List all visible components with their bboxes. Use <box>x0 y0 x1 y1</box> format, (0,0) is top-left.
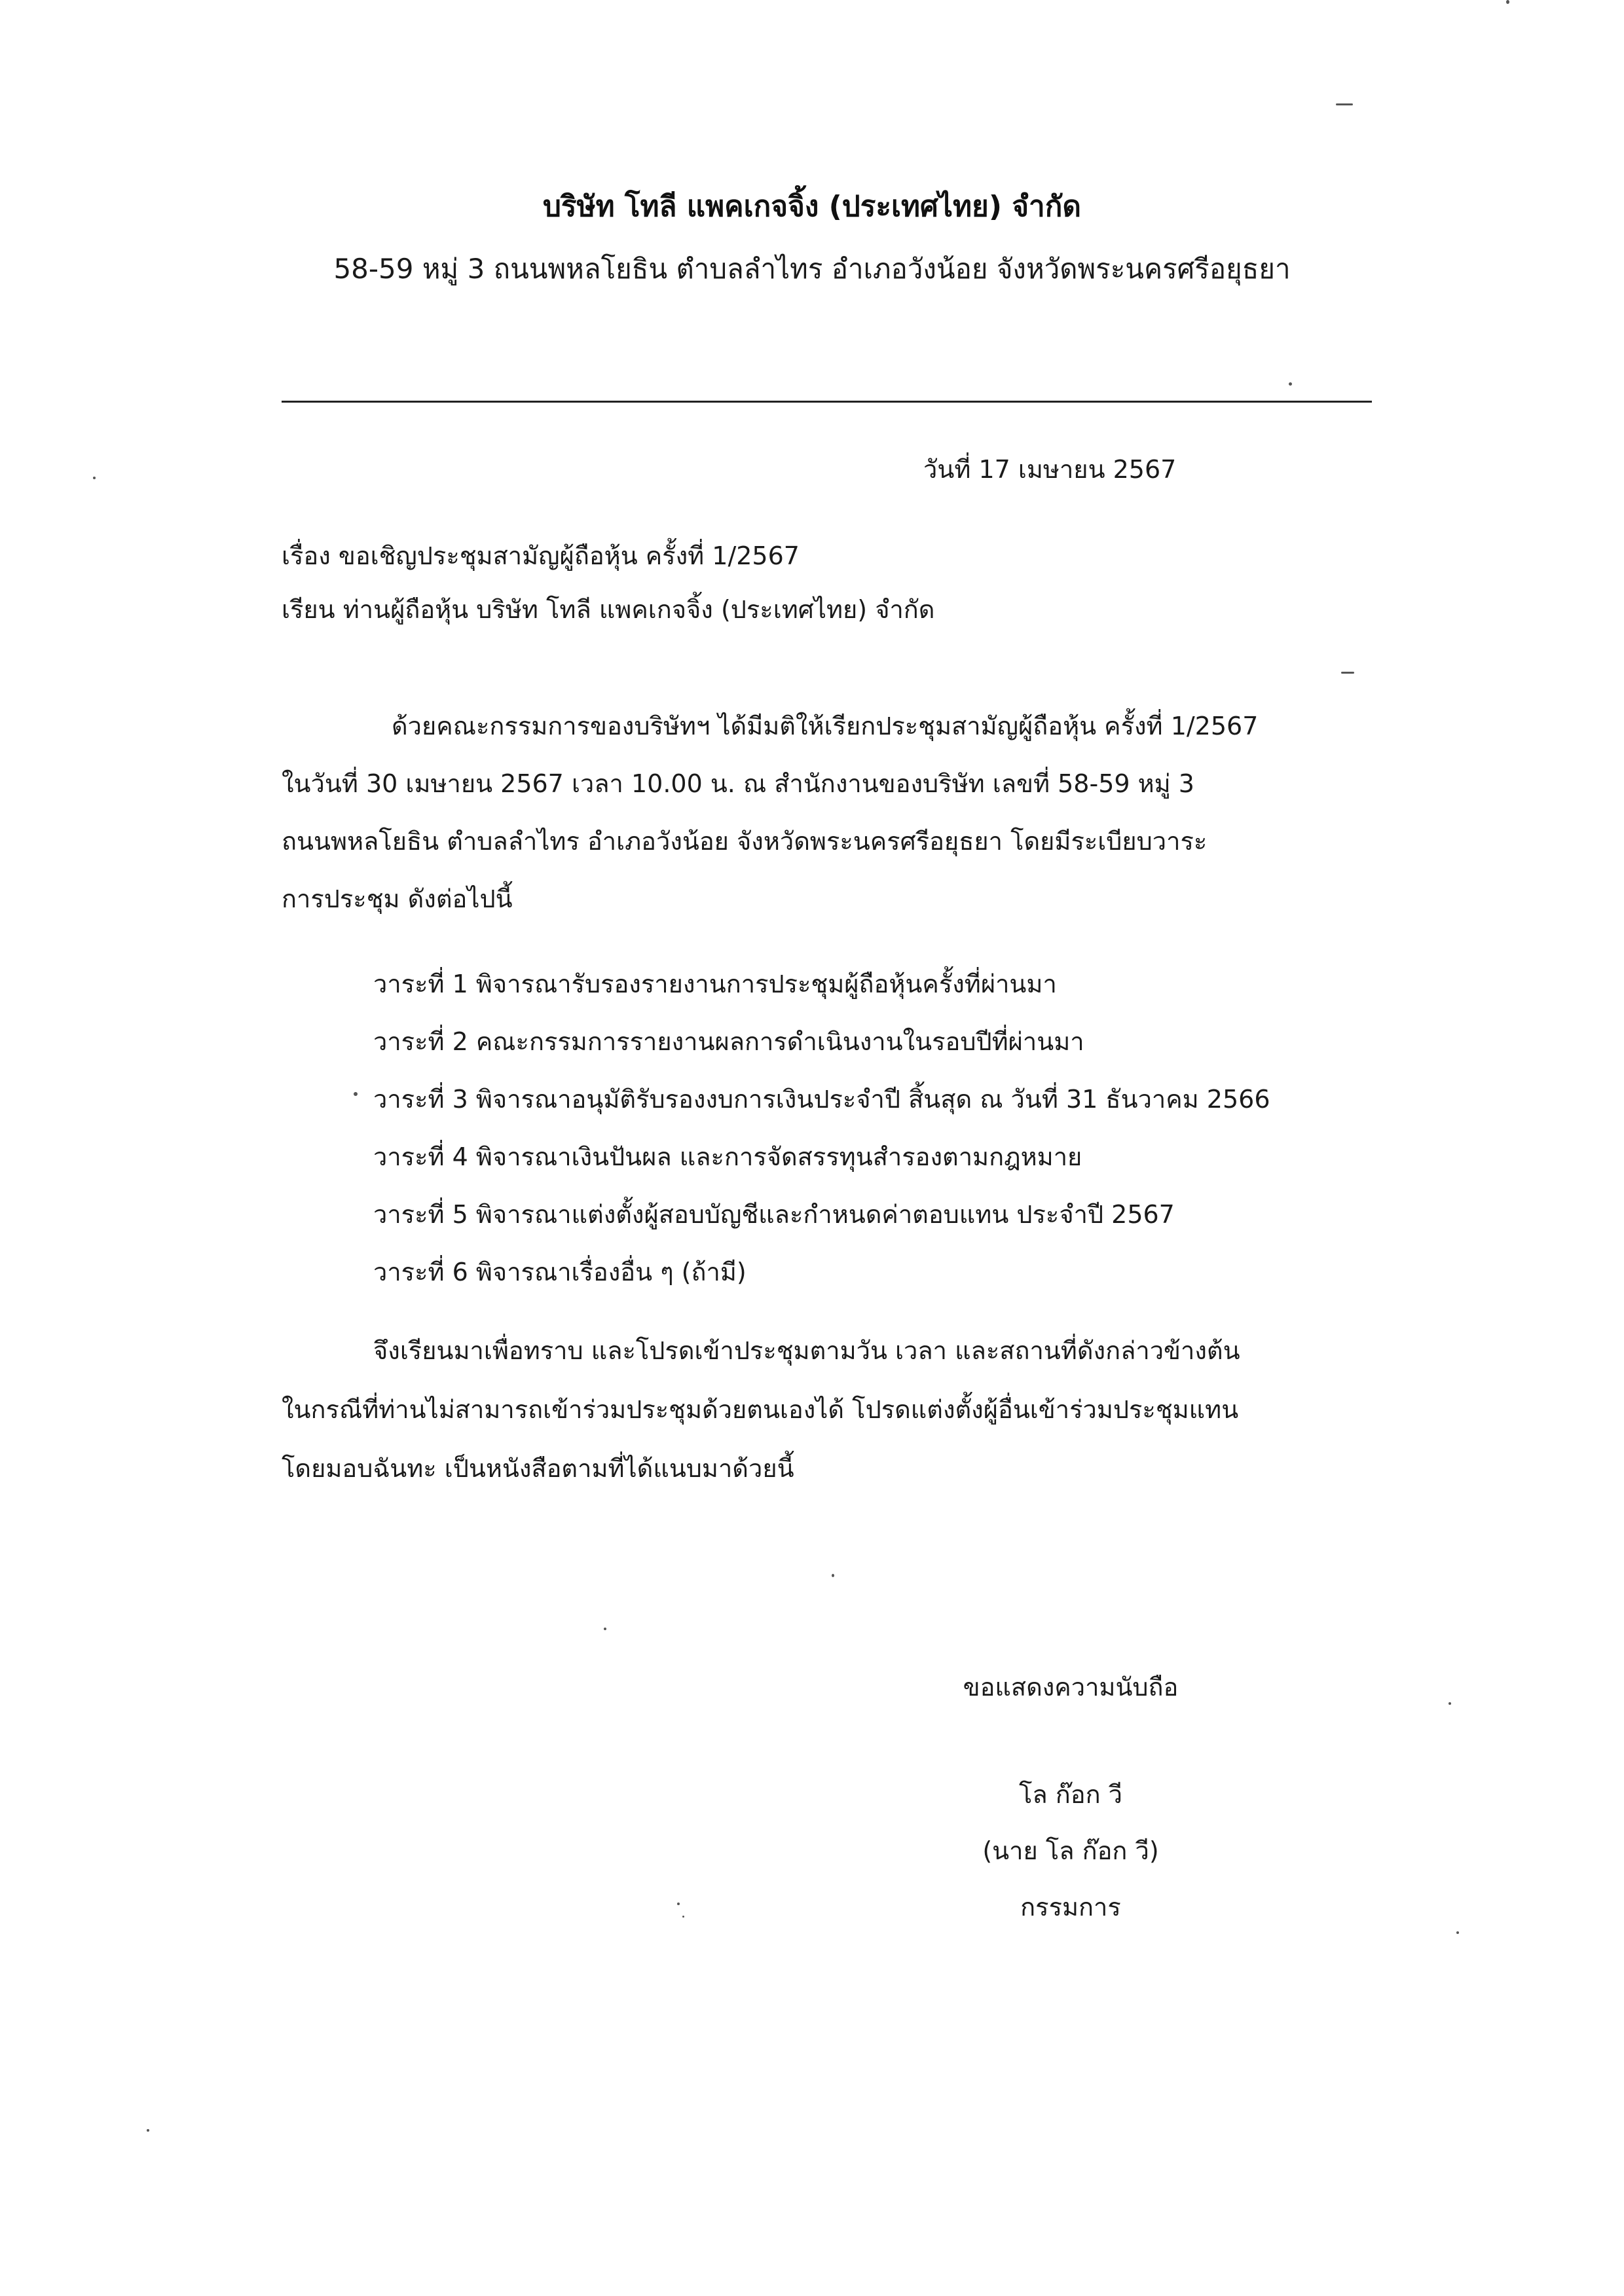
signer-name: โล ก๊อก วี <box>1018 1780 1123 1809</box>
letter-subject: เรื่อง ขอเชิญประชุมสามัญผู้ถือหุ้น ครั้งที่ 1/2567 <box>282 541 800 570</box>
intro-line: ในวันที่ 30 เมษายน 2567 เวลา 10.00 น. ณ สำนักงานของบริษัท เลขที่ 58-59 หมู่ 3 <box>282 769 1194 798</box>
valediction: ขอแสดงความนับถือ <box>963 1673 1179 1702</box>
scan-speck <box>677 1903 680 1905</box>
header-divider <box>282 401 1372 403</box>
letter-salutation: เรียน ท่านผู้ถือหุ้น บริษัท โทลี แพคเกจจิ้ง (ประเทศไทย) จำกัด <box>282 595 935 624</box>
company-address: 58-59 หมู่ 3 ถนนพหลโยธิน ตำบลลำไทร อำเภอวังน้อย จังหวัดพระนครศรีอยุธยา <box>333 253 1291 285</box>
scan-speck <box>93 477 96 479</box>
signer-printed-name: (นาย โล ก๊อก วี) <box>982 1836 1159 1865</box>
scan-speck <box>1289 382 1292 386</box>
scan-speck <box>604 1628 606 1630</box>
agenda-item: วาระที่ 6 พิจารณาเรื่องอื่น ๆ (ถ้ามี) <box>373 1258 747 1286</box>
signer-position: กรรมการ <box>1020 1893 1121 1922</box>
agenda-item: วาระที่ 2 คณะกรรมการรายงานผลการดำเนินงานในรอบปีที่ผ่านมา <box>373 1027 1084 1056</box>
scan-speck <box>1341 672 1354 674</box>
agenda-item: วาระที่ 1 พิจารณารับรองรายงานการประชุมผู้ถือหุ้นครั้งที่ผ่านมา <box>373 970 1057 998</box>
scan-speck <box>1336 103 1353 105</box>
intro-line: ถนนพหลโยธิน ตำบลลำไทร อำเภอวังน้อย จังหวัดพระนครศรีอยุธยา โดยมีระเบียบวาระ <box>282 827 1208 856</box>
intro-line: ด้วยคณะกรรมการของบริษัทฯ ได้มีมติให้เรียกประชุมสามัญผู้ถือหุ้น ครั้งที่ 1/2567 <box>392 712 1259 740</box>
company-name: บริษัท โทลี แพคเกจจิ้ง (ประเทศไทย) จำกัด <box>543 190 1081 223</box>
letter-date: วันที่ 17 เมษายน 2567 <box>923 455 1177 484</box>
closing-line: โดยมอบฉันทะ เป็นหนังสือตามที่ได้แนบมาด้วยนี้ <box>282 1454 794 1483</box>
scan-speck <box>354 1092 358 1096</box>
scan-speck <box>1456 1931 1459 1934</box>
agenda-item: วาระที่ 4 พิจารณาเงินปันผล และการจัดสรรทุนสำรองตามกฎหมาย <box>373 1142 1082 1171</box>
scan-speck <box>1506 0 1509 4</box>
scan-speck <box>682 1916 684 1918</box>
closing-line: จึงเรียนมาเพื่อทราบ และโปรดเข้าประชุมตามวัน เวลา และสถานที่ดังกล่าวข้างต้น <box>373 1336 1240 1365</box>
intro-line: การประชุม ดังต่อไปนี้ <box>282 884 513 913</box>
scan-speck <box>1449 1702 1451 1705</box>
agenda-item: วาระที่ 5 พิจารณาแต่งตั้งผู้สอบบัญชีและกำหนดค่าตอบแทน ประจำปี 2567 <box>373 1200 1175 1229</box>
scan-speck <box>832 1574 834 1577</box>
scan-speck <box>147 2129 149 2132</box>
agenda-item: วาระที่ 3 พิจารณาอนุมัติรับรองงบการเงินประจำปี สิ้นสุด ณ วันที่ 31 ธันวาคม 2566 <box>373 1085 1270 1114</box>
closing-line: ในกรณีที่ท่านไม่สามารถเข้าร่วมประชุมด้วยตนเองได้ โปรดแต่งตั้งผู้อื่นเข้าร่วมประชุมแทน <box>282 1395 1239 1424</box>
